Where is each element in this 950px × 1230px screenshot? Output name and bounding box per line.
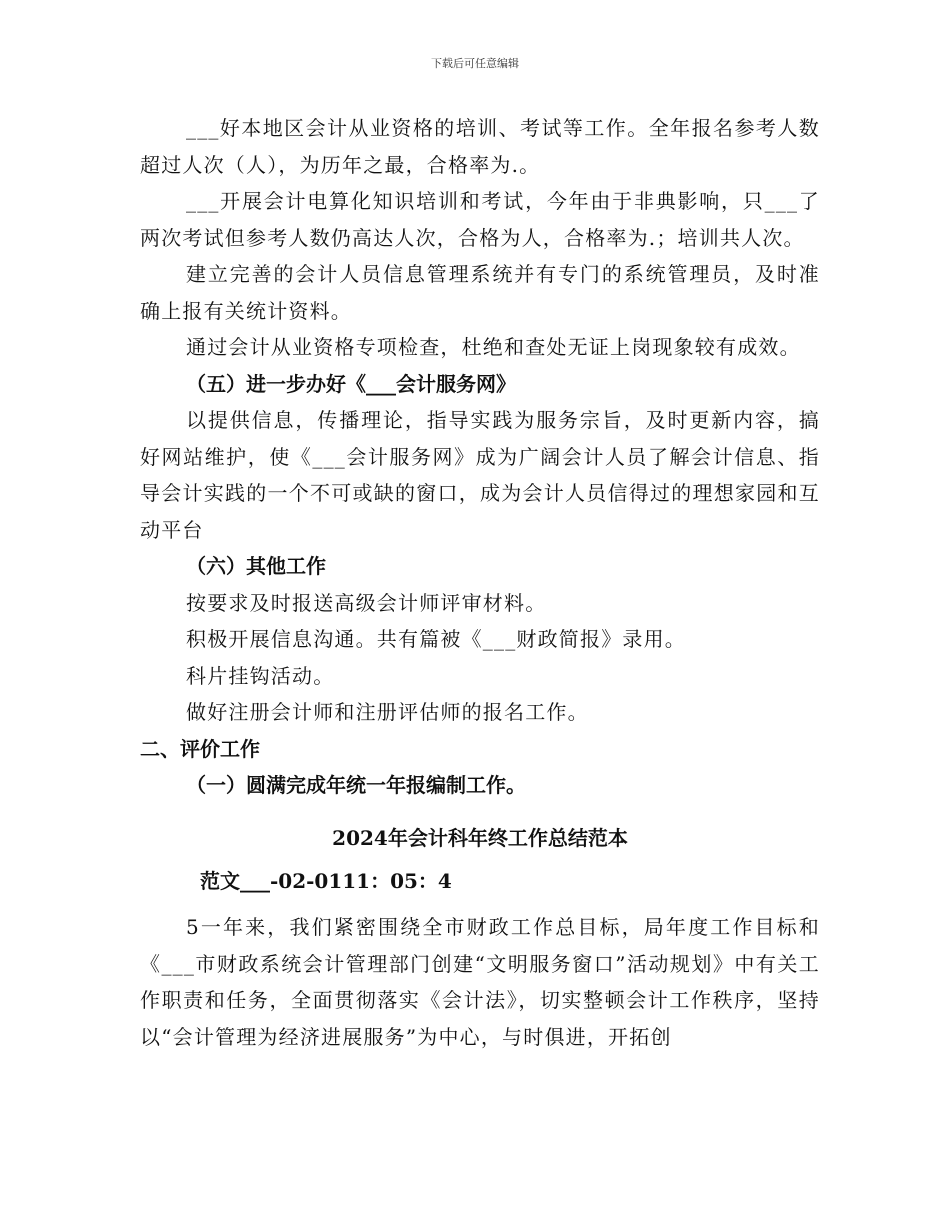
dateline: 范文___-02-0111：05：4 <box>200 868 452 893</box>
paragraph: 5一年来，我们紧密围绕全市财政工作总目标，局年度工作目标和《___市财政系统会计管理部门创建“文明服务窗口”活动规划》中有关工作职责和任务，全面贯彻落实《会计法》，切实整顿会计工作秩序，坚持以“会计管理为经济进展服务”为中心，与时俱进，开拓创 <box>140 915 820 1049</box>
section-heading: （五）进一步办好《___会计服务网》 <box>186 371 516 396</box>
section-heading: （六）其他工作 <box>186 554 326 578</box>
paragraph: ___好本地区会计从业资格的培训、考试等工作。全年报名参考人数超过人次（人），为历年之最，合格率为.。 <box>140 116 820 177</box>
paragraph: 建立完善的会计人员信息管理系统并有专门的系统管理员，及时准确上报有关统计资料。 <box>140 262 820 323</box>
document-title: 2024年会计科年终工作总结范本 <box>332 825 628 850</box>
part-heading: 二、评价工作 <box>140 736 260 761</box>
section-heading: （一）圆满完成年统一年报编制工作。 <box>186 773 526 797</box>
page-header: 下载后可任意编辑 <box>431 57 519 70</box>
paragraph: 以提供信息，传播理论，指导实践为服务宗旨，及时更新内容，搞好网站维护，使《___会计服务网》成为广阔会计人员了解会计信息、指导会计实践的一个不可或缺的窗口，成为会计人员信得过的理想家园和互动平台 <box>140 408 820 542</box>
list-item: 积极开展信息沟通。共有篇被《___财政简报》录用。 <box>186 627 686 651</box>
list-item: 科片挂钩活动。 <box>186 663 335 688</box>
list-item: 按要求及时报送高级会计师评审材料。 <box>186 590 547 615</box>
paragraph: 通过会计从业资格专项检查，杜绝和查处无证上岗现象较有成效。 <box>186 335 801 359</box>
paragraph: ___开展会计电算化知识培训和考试，今年由于非典影响，只___了两次考试但参考人数仍高达人次，合格为人，合格率为.；培训共人次。 <box>140 189 820 250</box>
list-item: 做好注册会计师和注册评估师的报名工作。 <box>186 700 589 724</box>
document-body <box>140 110 820 1055</box>
